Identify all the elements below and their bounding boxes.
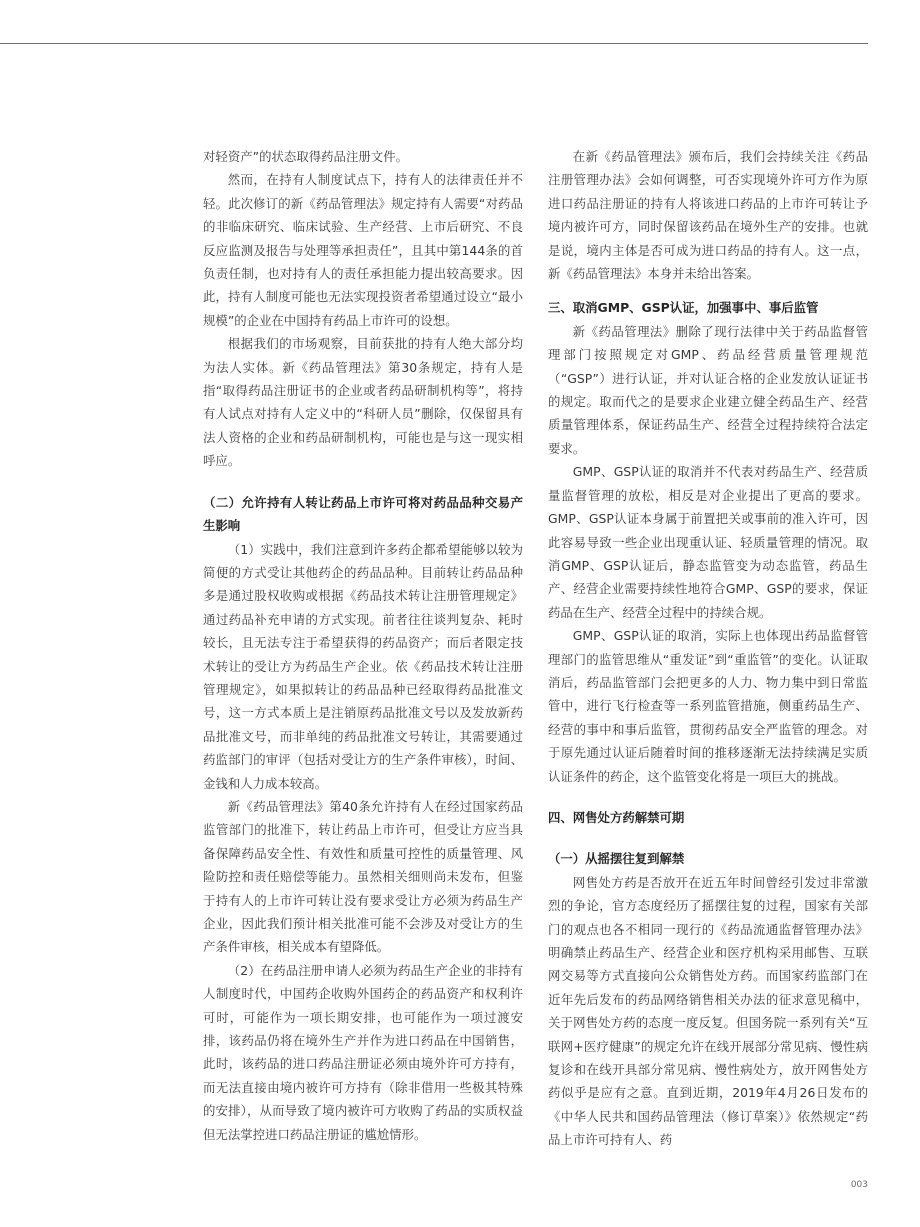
section-heading: 四、网售处方药解禁可期 (548, 809, 685, 825)
section-heading: （二）允许持有人转让药品上市许可将对药品品种交易产生影响 (203, 494, 523, 534)
paragraph: （2）在药品注册申请人必须为药品生产企业的非持有人制度时代，中国药企收购外国药企的药品资产和权利许可时，可能作为一项长期安排，也可能作为一项过渡安排，该药品仍将在境外生产并作为进口药品在中国销售，此时，该药品的进口药品注册证必须由境外许可方持有，而无法直接由境内被许可方持有（除非借用一些极其特殊的安排），从而导致了境内被许可方收购了药品的实质权益但无法掌控进口药品注册证的尴尬情形。 (203, 962, 523, 1142)
paragraph: 然而，在持有人制度试点下，持有人的法律责任并不轻。此次修订的新《药品管理法》规定持有人需要“对药品的非临床研究、临床试验、生产经营、上市后研究、不良反应监测及报告与处理等承担责任”，且其中第144条的首负责任制，也对持有人的责任承担能力提出较高要求。因此，持有人制度可能也无法实现投资者希望通过设立“最小规模”的企业在中国持有药品上市许可的设想。 (203, 172, 523, 328)
paragraph: 网售处方药是否放开在近五年时间曾经引发过非常激烈的争论，官方态度经历了摇摆往复的过程，国家有关部门的观点也各不相同一现行的《药品流通监督管理办法》明确禁止药品生产、经营企业和医疗机构采用邮售、互联网交易等方式直接向公众销售处方药。而国家药监部门在近年先后发布的药品网络销售相关办法的征求意见稿中，关于网售处方药的态度一度反复。但国务院一系列有关“互联网+医疗健康”的规定允许在线开展部分常见病、慢性病复诊和在线开具部分常见病、慢性病处方，放开网售处方药似乎是应有之意。直到近期，2019年4月26日发布的《中华人民共和国药品管理法（修订草案）》依然规定“药品上市许可持有人、药 (548, 874, 868, 1148)
paragraph: 根据我们的市场观察，目前获批的持有人绝大部分均为法人实体。新《药品管理法》第30条规定，持有人是指“取得药品注册证书的企业或者药品研制机构等”，将持有人试点对持有人定义中的“科研人员”删除，仅保留具有法人资格的企业和药品研制机构，可能也是与这一现实相呼应。 (203, 336, 523, 469)
subsection-heading: （一）从摇摆往复到解禁 (548, 851, 685, 867)
paragraph: 在新《药品管理法》颁布后，我们会持续关注《药品注册管理办法》会如何调整，可否实现境外许可方作为原进口药品注册证的持有人将该进口药品的上市许可转让予境内被许可方，同时保留该药品在境外生产的安排。也就是说，境内主体是否可成为进口药品的持有人。这一点，新《药品管理法》本身并未给出答案。 (548, 149, 868, 282)
section-heading: 三、取消GMP、GSP认证，加强事中、事后监管 (548, 300, 819, 316)
paragraph: 新《药品管理法》删除了现行法律中关于药品监督管理部门按照规定对GMP、药品经营质量管理规范（“GSP”）进行认证，并对认证合格的企业发放认证证书的规定。取而代之的是要求企业建立健全药品生产、经营质量管理体系，保证药品生产、经营全过程持续符合法定要求。 (548, 323, 868, 456)
right-column (548, 145, 868, 1152)
paragraph: 新《药品管理法》第40条允许持有人在经过国家药品监管部门的批准下，转让药品上市许可，但受让方应当具备保障药品安全性、有效性和质量可控性的质量管理、风险防控和责任赔偿等能力。虽然相关细则尚未发布，但鉴于持有人的上市许可转让没有要求受让方必须为药品生产企业，因此我们预计相关批准可能不会涉及对受让方的生产条件审核，相关成本有望降低。 (203, 798, 523, 955)
paragraph: GMP、GSP认证的取消并不代表对药品生产、经营质量监督管理的放松，相反是对企业提出了更高的要求。GMP、GSP认证本身属于前置把关或事前的准入许可，因此容易导致一些企业出现重认证、轻质量管理的情况。取消GMP、GSP认证后，静态监管变为动态监管，药品生产、经营企业需要持续性地符合GMP、GSP的要求，保证药品在生产、经营全过程中的持续合规。 (548, 464, 868, 620)
paragraph: 对轻资产”的状态取得药品注册文件。 (203, 149, 409, 164)
paragraph: GMP、GSP认证的取消，实际上也体现出药品监督管理部门的监管思维从“重发证”到“重监管”的变化。认证取消后，药品监管部门会把更多的人力、物力集中到日常监管中，进行飞行检查等一系列监管措施，侧重药品生产、经营的事中和事后监管，贯彻药品安全严监管的理念。对于原先通过认证后随着时间的推移逐渐无法持续满足实质认证条件的药企，这个监管变化将是一项巨大的挑战。 (548, 628, 868, 784)
header-rule (0, 43, 868, 44)
paragraph: （1）实践中，我们注意到许多药企都希望能够以较为简便的方式受让其他药企的药品品种。目前转让药品品种多是通过股权收购或根据《药品技术转让注册管理规定》通过药品补充申请的方式实现。前者往往谈判复杂、耗时较长，且无法专注于希望获得的药品资产；而后者限定技术转让的受让方为药品生产企业。依《药品技术转让注册管理规定》，如果拟转让的药品品种已经取得药品批准文号，这一方式本质上是注销原药品批准文号以及发放新药品批准文号，而非单纯的药品批准文号转让，其需要通过药监部门的审评（包括对受让方的生产条件审核），时间、金钱和人力成本较高。 (203, 541, 523, 791)
page-number: 003 (850, 1180, 868, 1190)
left-column (203, 145, 523, 1146)
